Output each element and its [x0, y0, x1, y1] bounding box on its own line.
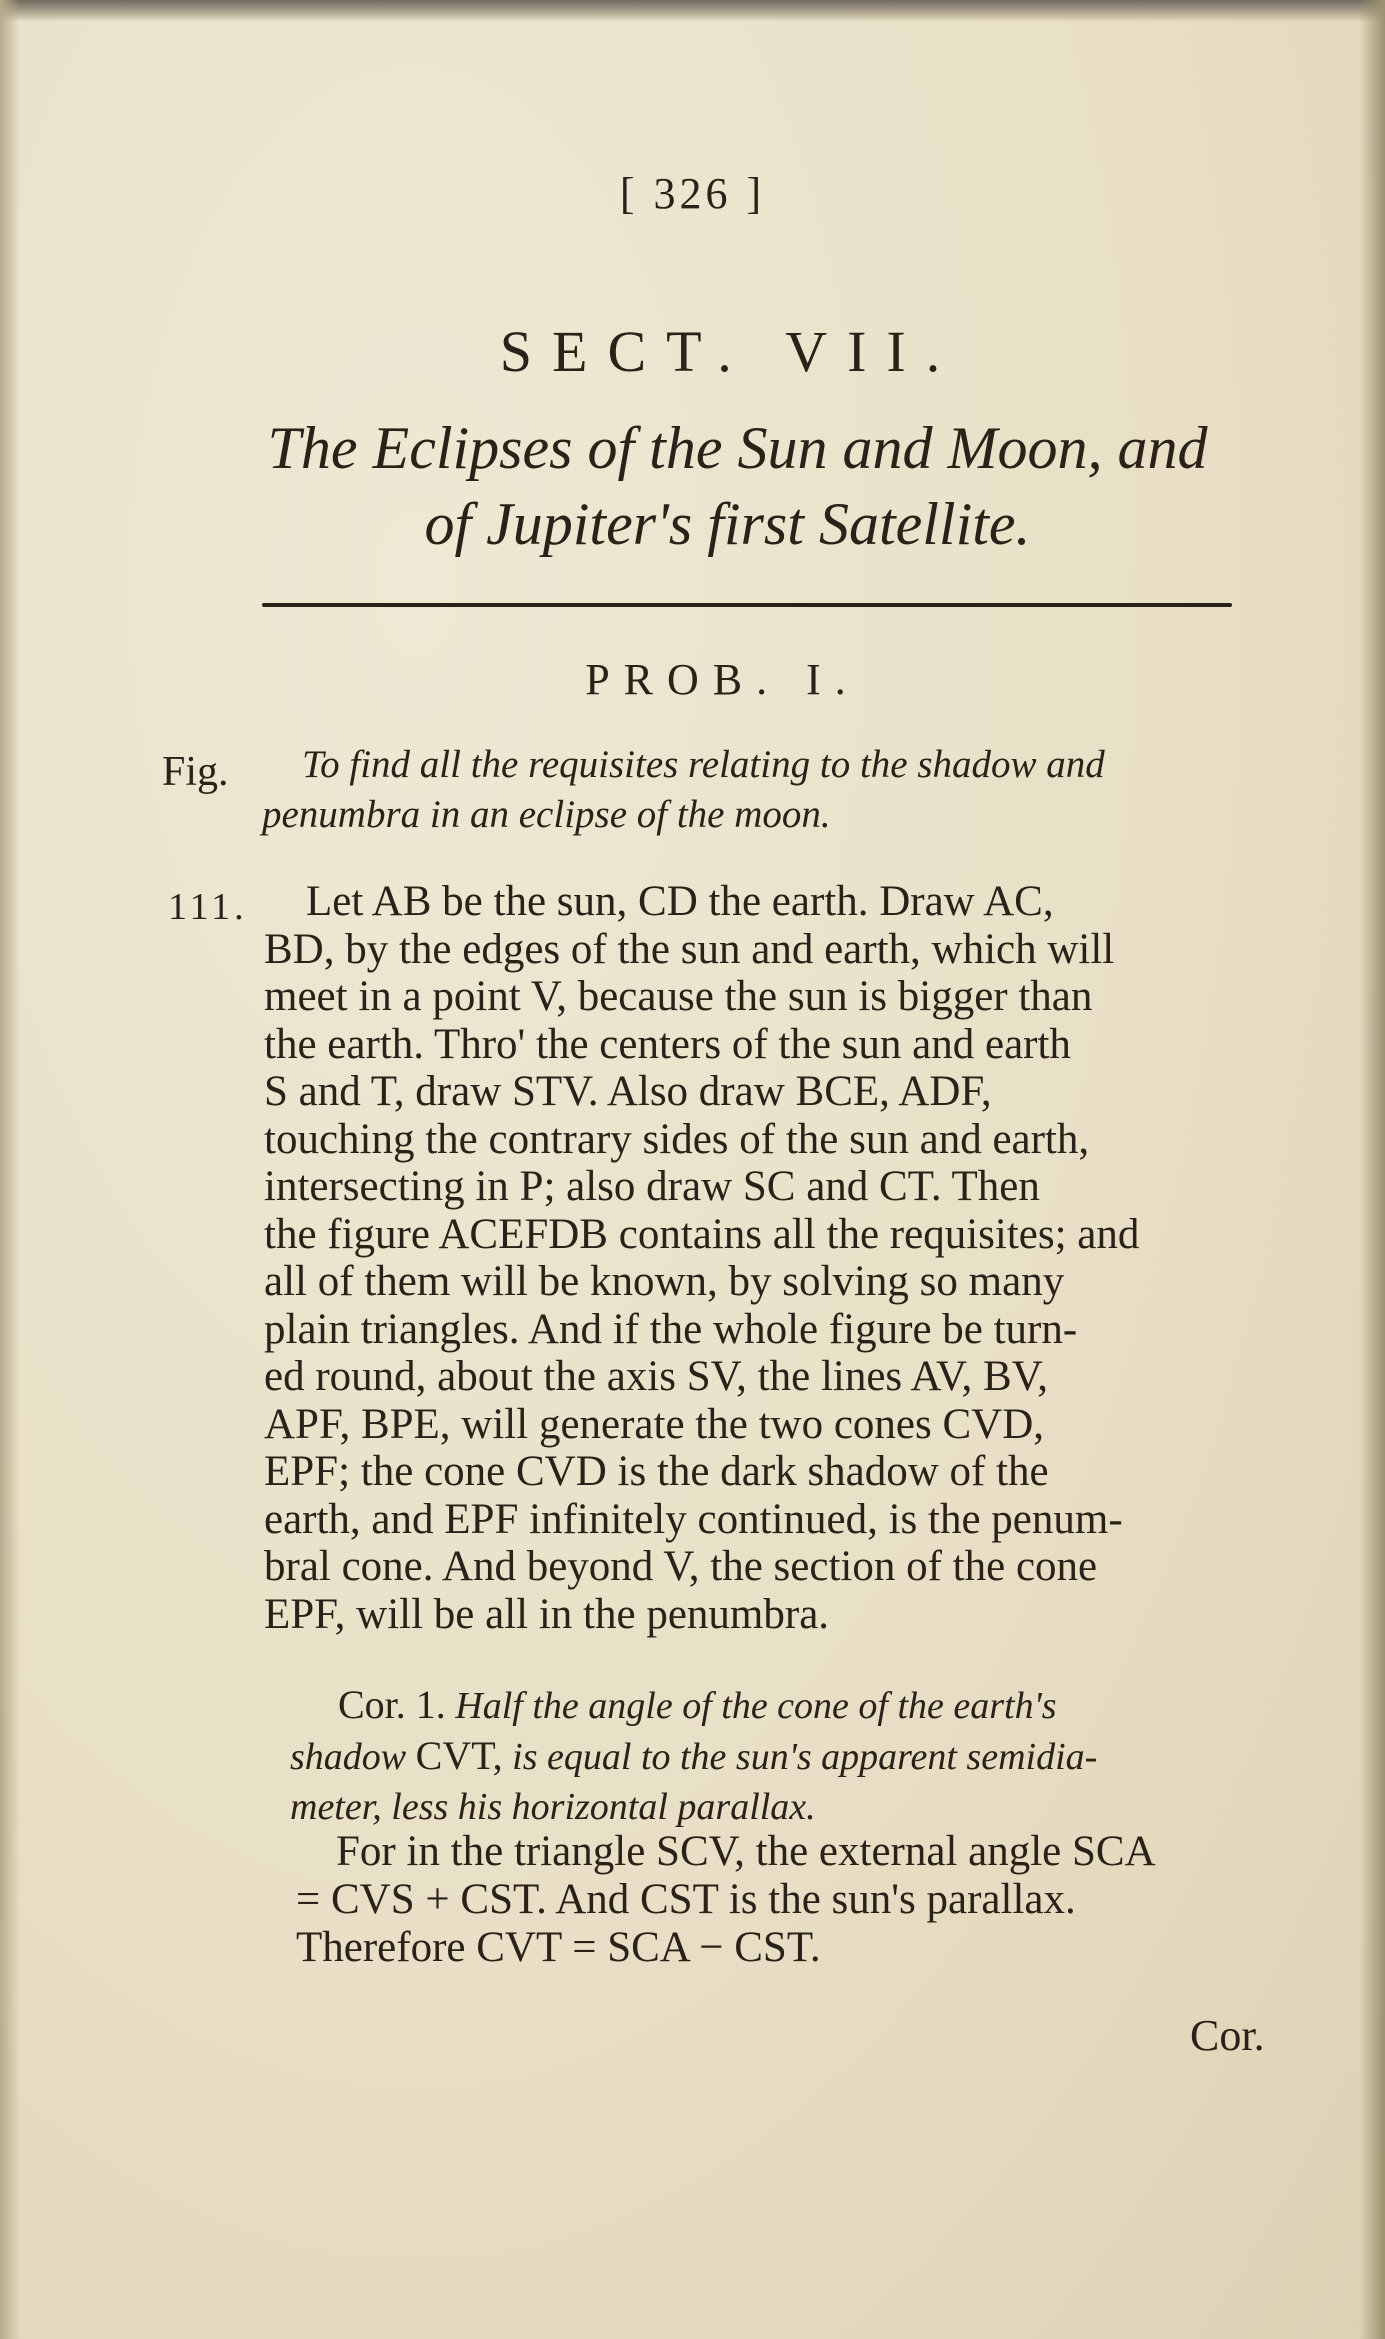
body-line: ed round, about the axis SV, the lines AV, BV,: [264, 1353, 1048, 1400]
body-line: plain triangles. And if the whole figure be turn-: [264, 1305, 1078, 1353]
figure-number: 111.: [168, 886, 248, 928]
corollary-line: [290, 1680, 1280, 1731]
section-title: [0, 410, 1385, 562]
section-title-line-1: The Eclipses of the Sun and Moon, and: [267, 415, 1208, 481]
body-line: meet in a point V, because the sun is bigger than: [264, 973, 1093, 1020]
body-line: BD, by the edges of the sun and earth, which will: [264, 925, 1115, 973]
figure-label: Fig.: [162, 749, 229, 795]
corollary-text: CVT,: [415, 1733, 503, 1778]
body-line: the earth. Thro' the centers of the sun and earth: [264, 1020, 1071, 1068]
body-line: EPF, will be all in the penumbra.: [264, 1590, 830, 1638]
title-rule-divider: [262, 603, 1232, 607]
body-line: APF, BPE, will generate the two cones CVD,: [264, 1400, 1045, 1448]
corollary-label: Cor. 1.: [338, 1682, 446, 1727]
corollary-text: is equal to the sun's apparent semidia-: [512, 1736, 1098, 1778]
body-line: bral cone. And beyond V, the section of the cone: [264, 1543, 1098, 1590]
solution-paragraph: [264, 878, 1274, 1638]
corollary: [290, 1680, 1280, 1832]
body-line: EPF; the cone CVD is the dark shadow of the: [264, 1448, 1049, 1495]
problem-line: To find all the requisites relating to the shadow and: [302, 743, 1105, 786]
body-line: S and T, draw STV. Also draw BCE, ADF,: [264, 1068, 992, 1115]
problem-line: penumbra in an eclipse of the moon.: [262, 793, 831, 836]
corollary-text: shadow: [290, 1736, 407, 1778]
body-line: touching the contrary sides of the sun and earth,: [264, 1115, 1090, 1163]
corollary-text: Half the angle of the cone of the earth's: [455, 1685, 1057, 1727]
catchword: Cor.: [1190, 2011, 1265, 2060]
proof-line: = CVS + CST. And CST is the sun's parallax.: [296, 1876, 1076, 1923]
section-title-line-2: of Jupiter's first Satellite.: [424, 491, 1031, 557]
problem-heading: PROB. I.: [585, 655, 860, 704]
corollary-line: [290, 1731, 1280, 1782]
proof-line: For in the triangle SCV, the external angle SCA: [336, 1828, 1156, 1875]
body-line: the figure ACEFDB contains all the requisites; and: [264, 1210, 1140, 1258]
corollary-proof: [296, 1828, 1296, 1972]
body-line: earth, and EPF infinitely continued, is the penum-: [264, 1495, 1123, 1543]
body-line: intersecting in P; also draw SC and CT. Then: [264, 1163, 1040, 1210]
body-line: Let AB be the sun, CD the earth. Draw AC,: [306, 878, 1054, 925]
section-heading: SECT. VII.: [499, 319, 961, 384]
body-line: all of them will be known, by solving so many: [264, 1258, 1065, 1305]
problem-statement: [262, 740, 1262, 840]
page-number: [ 326 ]: [619, 169, 766, 218]
corollary-line: meter, less his horizontal parallax.: [290, 1786, 816, 1828]
proof-line: Therefore CVT = SCA − CST.: [296, 1924, 821, 1971]
